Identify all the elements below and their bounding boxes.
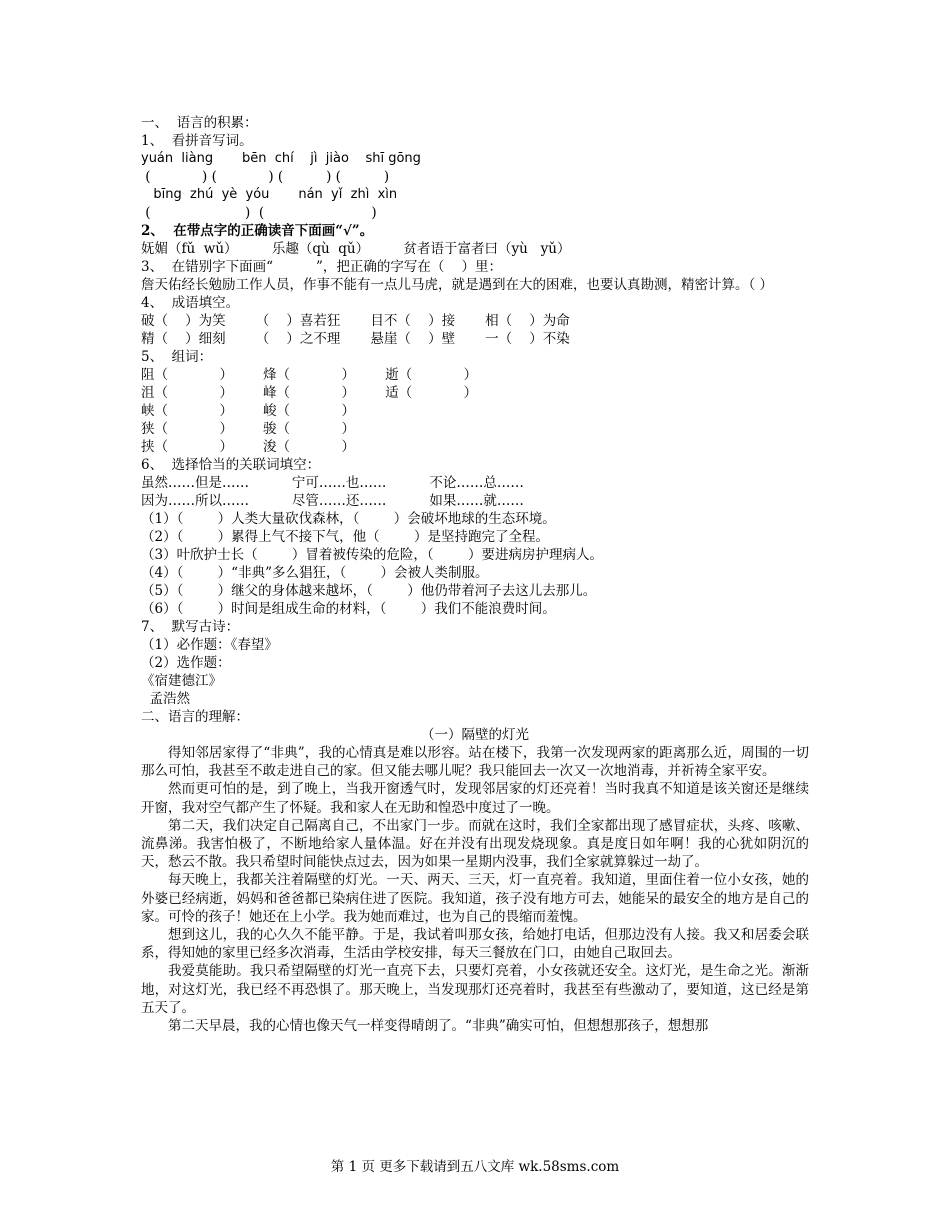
question-1-pinyin-row-2: bīng zhú yè yóu nán yǐ zhì xìn bbox=[141, 187, 398, 202]
question-3-title: 3、 在错别字下面画“ ”，把正确的字写在（ ）里： bbox=[141, 259, 503, 275]
question-2-options: 妩媚（fǔ wǔ） 乐趣（qù qǔ） 贫者语于富者曰（yù yǔ） bbox=[141, 241, 571, 257]
reading-paragraph: 第二天，我们决定自己隔离自己，不出家门一步。而就在这时，我们全家都出现了感冒症状，头疼、咳嗽、流鼻涕。我害怕极了，不断地给家人量体温。好在并没有出现发烧现象。真是度日如年啊！我的心犹如阴沉的天，愁云不散。我只希望时间能快点过去，因为如果一星期内没事，我们全家就算躲过一劫了。 bbox=[141, 817, 809, 871]
question-6-item: （4）（ ）“非典”多么猖狂，（ ）会被人类制服。 bbox=[141, 565, 489, 581]
question-4-row-2: 精（ ）细刻 （ ）之不理 悬崖（ ）壁 一（ ）不染 bbox=[141, 331, 570, 347]
question-7-optional: （2）选作题： bbox=[141, 655, 231, 671]
document-body bbox=[141, 114, 809, 1035]
question-1-pinyin-row-1: yuán liàng bēn chí jì jiào shī gōng bbox=[141, 151, 421, 166]
question-1-title: 1、 看拼音写词。 bbox=[141, 133, 253, 149]
question-1-blanks-row-2: ( ) ( ) bbox=[141, 205, 377, 221]
question-5-row: 阻（ ） 烽（ ） 逝（ ） bbox=[141, 367, 478, 383]
reading-paragraph: 得知邻居家得了“非典”，我的心情真是难以形容。站在楼下，我第一次发现两家的距离那么近，周围的一切那么可怕，我甚至不敢走进自己的家。但又能去哪儿呢？我只能回去一次又一次地消毒，并祈祷全家平安。 bbox=[141, 745, 809, 780]
poem-author: 孟浩然 bbox=[141, 691, 191, 707]
question-6-item: （1）（ ）人类大量砍伐森林，（ ）会破坏地球的生态环境。 bbox=[141, 511, 556, 527]
reading-paragraph: 想到这儿，我的心久久不能平静。于是，我试着叫那女孩，给她打电话，但那边没有人接。我又和居委会联系，得知她的家里已经多次消毒，生活由学校安排，每天三餐放在门口，由她自己取回去。 bbox=[141, 927, 809, 962]
reading-paragraph: 第二天早晨，我的心情也像天气一样变得晴朗了。“非典”确实可怕，但想想那孩子，想想那 bbox=[168, 1018, 709, 1035]
question-2-title: 2、 在带点字的正确读音下面画“√”。 bbox=[141, 223, 374, 239]
question-6-title: 6、 选择恰当的关联词填空： bbox=[141, 457, 321, 473]
question-3-text: 詹天佑经长勉励工作人员，作事不能有一点儿马虎，就是遇到在大的困难，也要认真勘测，精密计算。（ ） bbox=[141, 277, 774, 293]
question-6-item: （6）（ ）时间是组成生命的材料，（ ）我们不能浪费时间。 bbox=[141, 601, 556, 617]
question-6-word-bank-2: 因为……所以…… 尽管……还…… 如果……就…… bbox=[141, 493, 524, 509]
reading-paragraph: 我爱莫能助。我只希望隔壁的灯光一直亮下去，只要灯亮着，小女孩就还安全。这灯光，是生命之光。渐渐地，对这灯光，我已经不再恐惧了。那天晚上，当发现那灯还亮着时，我甚至有些激动了，要知道，这已经是第五天了。 bbox=[141, 963, 809, 1016]
poem-title: 《宿建德江》 bbox=[141, 673, 222, 689]
question-5-row: 峡（ ） 峻（ ） bbox=[141, 403, 356, 419]
question-5-title: 5、 组词： bbox=[141, 349, 213, 365]
question-6-item: （5）（ ）继父的身体越来越坏，（ ）他仍带着河子去这儿去那儿。 bbox=[141, 583, 597, 599]
question-7-title: 7、 默写古诗： bbox=[141, 619, 240, 635]
reading-title: （一）隔壁的灯光 bbox=[421, 727, 529, 743]
page-footer: 第 1 页 更多下载请到五八文库 wk.58sms.com bbox=[330, 1159, 620, 1175]
question-1-blanks-row-1: ( ) ( ) ( ) ( ) bbox=[141, 169, 390, 185]
reading-paragraph: 每天晚上，我都关注着隔壁的灯光。一天、两天、三天，灯一直亮着。我知道，里面住着一位小女孩，她的外婆已经病逝，妈妈和爸爸都已染病住进了医院。我知道，孩子没有地方可去，她能呆的最安全的地方是自己的家。可怜的孩子！她还在上小学。我为她而难过，也为自己的畏缩而羞愧。 bbox=[141, 872, 809, 925]
question-4-row-1: 破（ ）为笑 （ ）喜若狂 目不（ ）接 相（ ）为命 bbox=[141, 313, 570, 329]
question-4-title: 4、 成语填空。 bbox=[141, 295, 240, 311]
question-6-word-bank-1: 虽然……但是…… 宁可……也…… 不论……总…… bbox=[141, 475, 524, 491]
reading-paragraph: 然而更可怕的是，到了晚上，当我开窗透气时，发现邻居家的灯还亮着！当时我真不知道是该关窗还是继续开窗，我对空气都产生了怀疑。我和家人在无助和惶恐中度过了一晚。 bbox=[141, 781, 809, 816]
question-5-row: 狭（ ） 骏（ ） bbox=[141, 421, 356, 437]
question-6-item: （3）叶欣护士长（ ）冒着被传染的危险，（ ）要进病房护理病人。 bbox=[141, 547, 603, 563]
question-7-required: （1）必作题：《春望》 bbox=[141, 637, 278, 653]
section-heading-2: 二、语言的理解： bbox=[141, 709, 249, 725]
section-heading-1: 一、 语言的积累： bbox=[141, 115, 258, 131]
question-5-row: 挟（ ） 浚（ ） bbox=[141, 439, 356, 455]
question-6-item: （2）（ ）累得上气不接下气，他（ ）是坚持跑完了全程。 bbox=[141, 529, 549, 545]
question-5-row: 沮（ ） 峰（ ） 适（ ） bbox=[141, 385, 478, 401]
